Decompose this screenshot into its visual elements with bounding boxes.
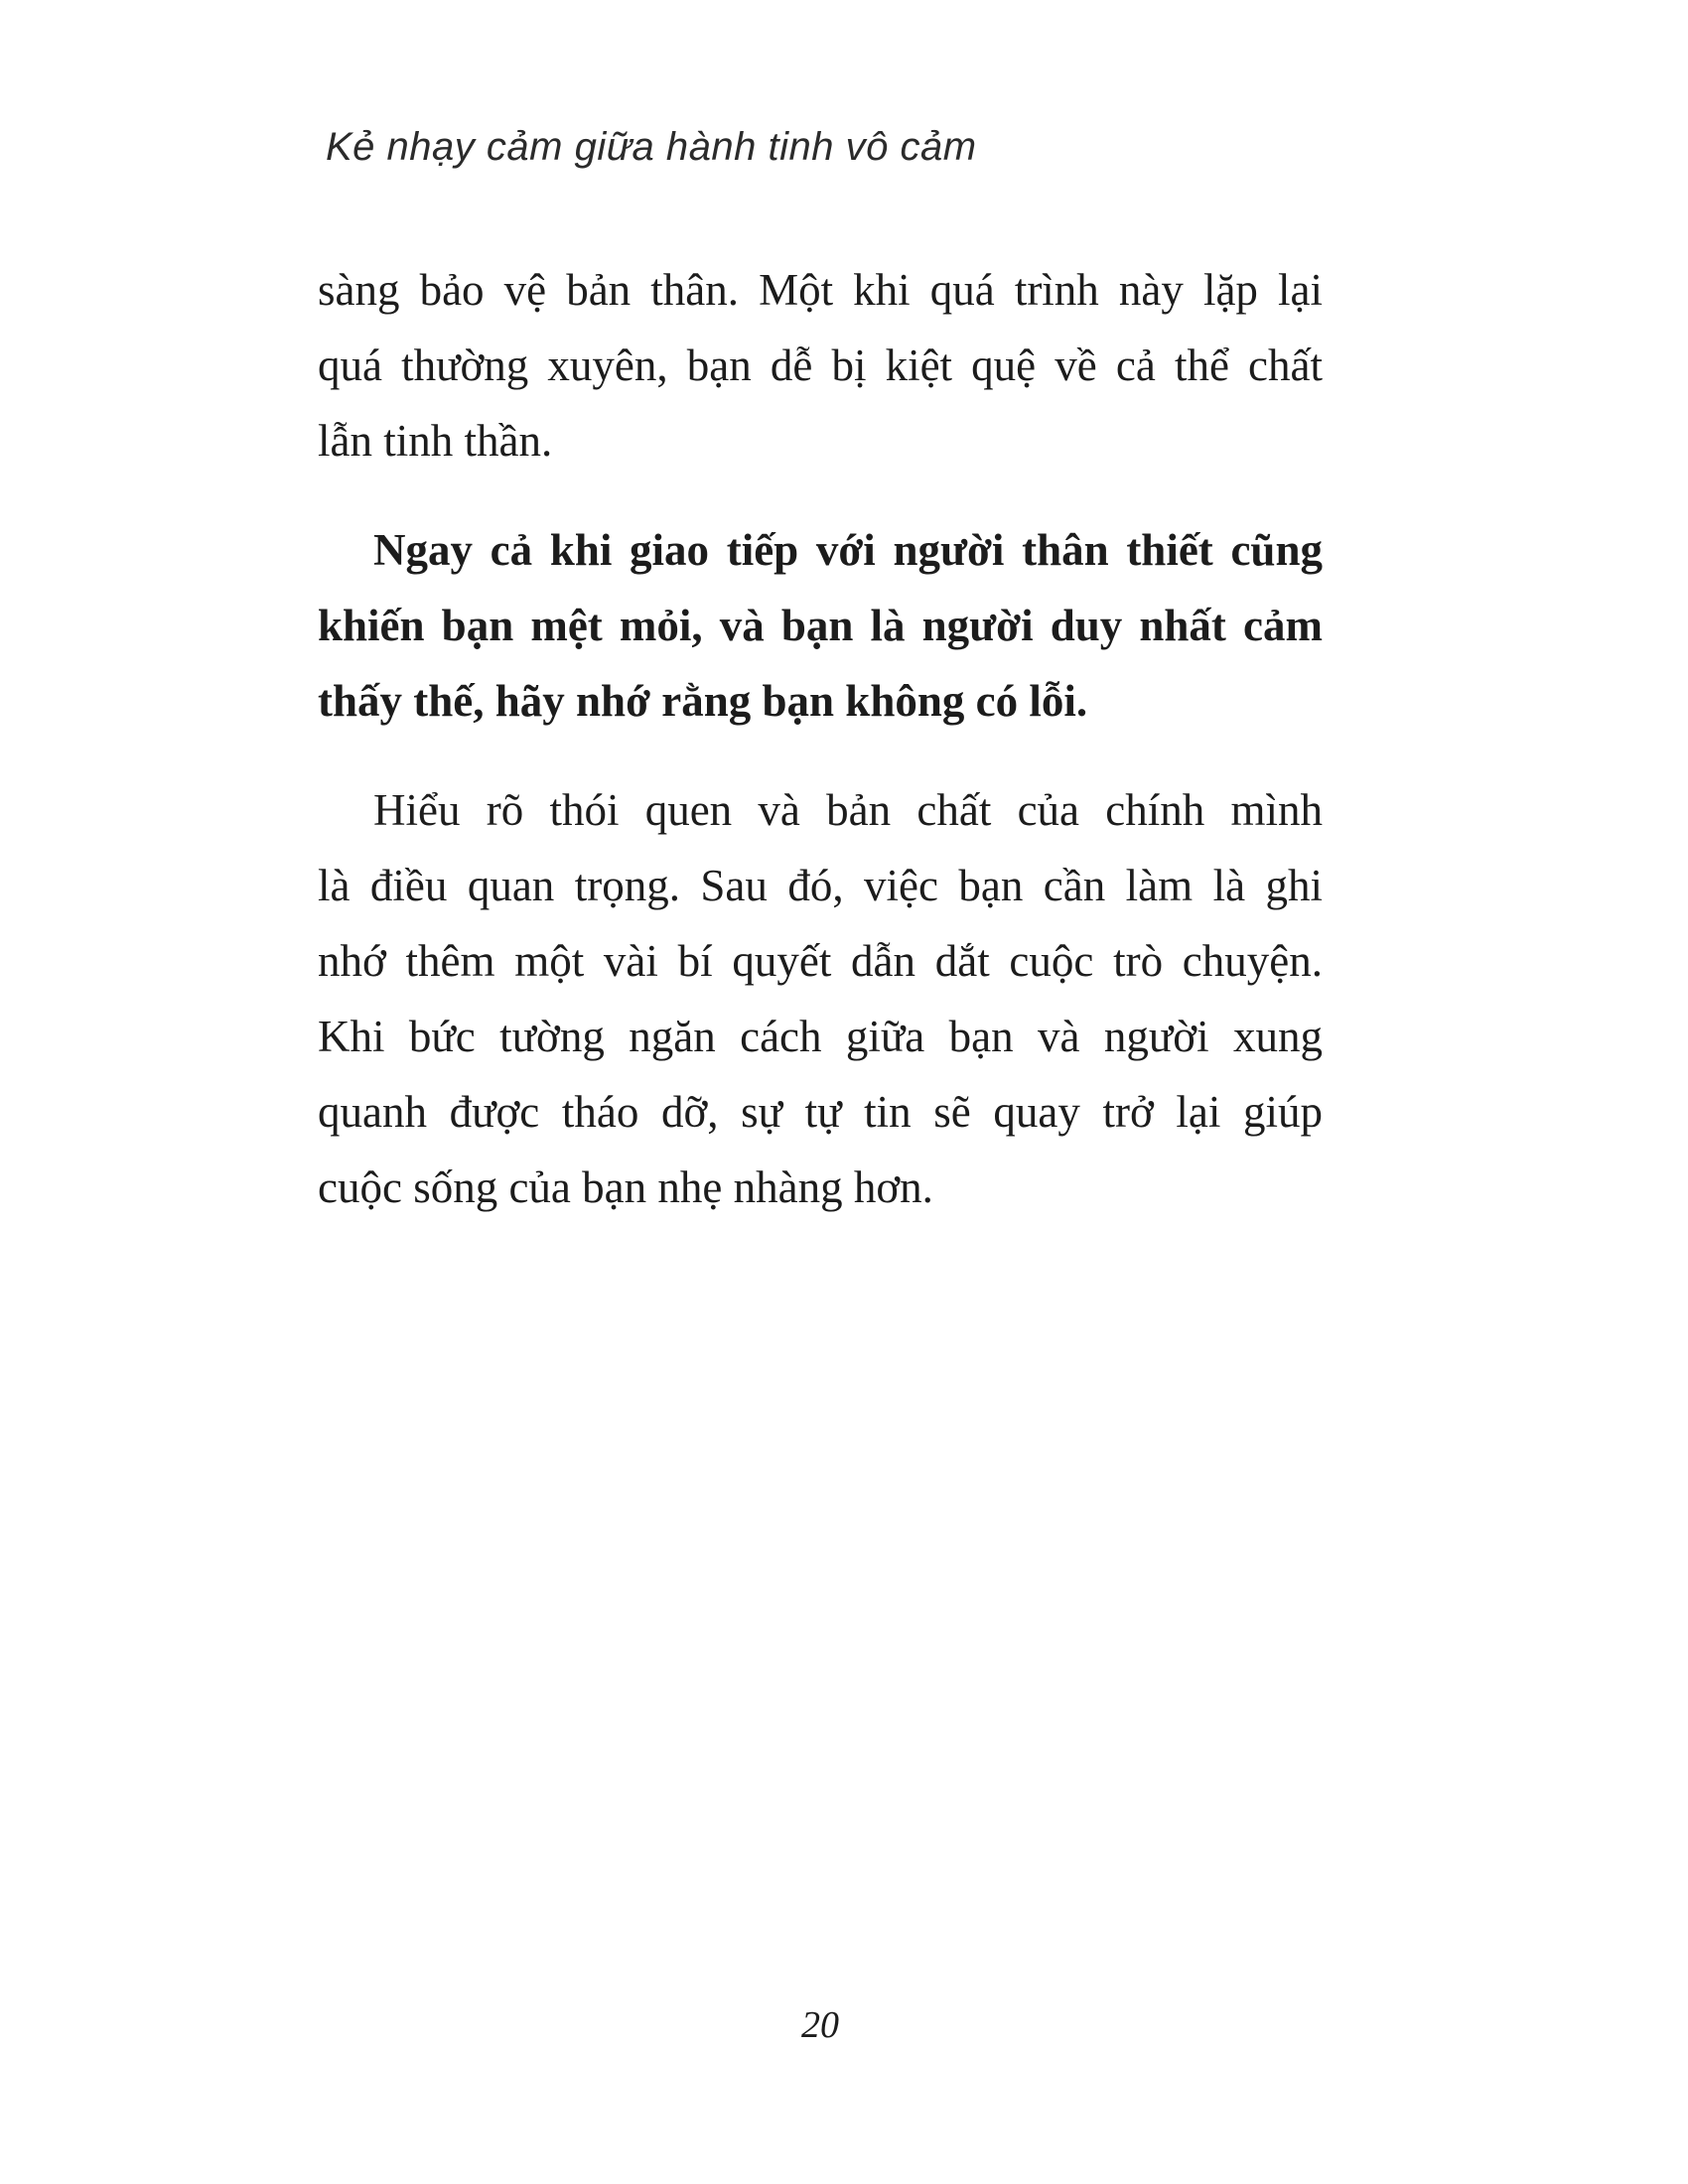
body-line: lẫn tinh thần. [318,416,553,466]
body-text [318,252,1323,1259]
body-line: Khi bức tường ngăn cách giữa bạn và người xung [318,1012,1323,1061]
body-line: sàng bảo vệ bản thân. Một khi quá trình này lặp lại [318,265,1323,315]
body-paragraph [318,772,1323,1225]
body-paragraph-emphasis [318,512,1323,739]
running-header: Kẻ nhạy cảm giữa hành tinh vô cảm [326,125,977,169]
body-line: Hiểu rõ thói quen và bản chất của chính mình [373,785,1323,835]
body-line: khiến bạn mệt mỏi, và bạn là người duy nhất cảm [318,601,1323,650]
body-line: cuộc sống của bạn nhẹ nhàng hơn. [318,1162,933,1212]
body-line: là điều quan trọng. Sau đó, việc bạn cần làm là ghi [318,861,1323,910]
body-line: Ngay cả khi giao tiếp với người thân thiết cũng [373,525,1323,575]
body-paragraph [318,252,1323,478]
body-line: quá thường xuyên, bạn dễ bị kiệt quệ về cả thể chất [318,341,1323,390]
page-number: 20 [801,2004,839,2046]
body-line: nhớ thêm một vài bí quyết dẫn dắt cuộc trò chuyện. [318,936,1323,986]
body-line: quanh được tháo dỡ, sự tự tin sẽ quay trở lại giúp [318,1087,1323,1137]
body-line: thấy thế, hãy nhớ rằng bạn không có lỗi. [318,676,1088,726]
